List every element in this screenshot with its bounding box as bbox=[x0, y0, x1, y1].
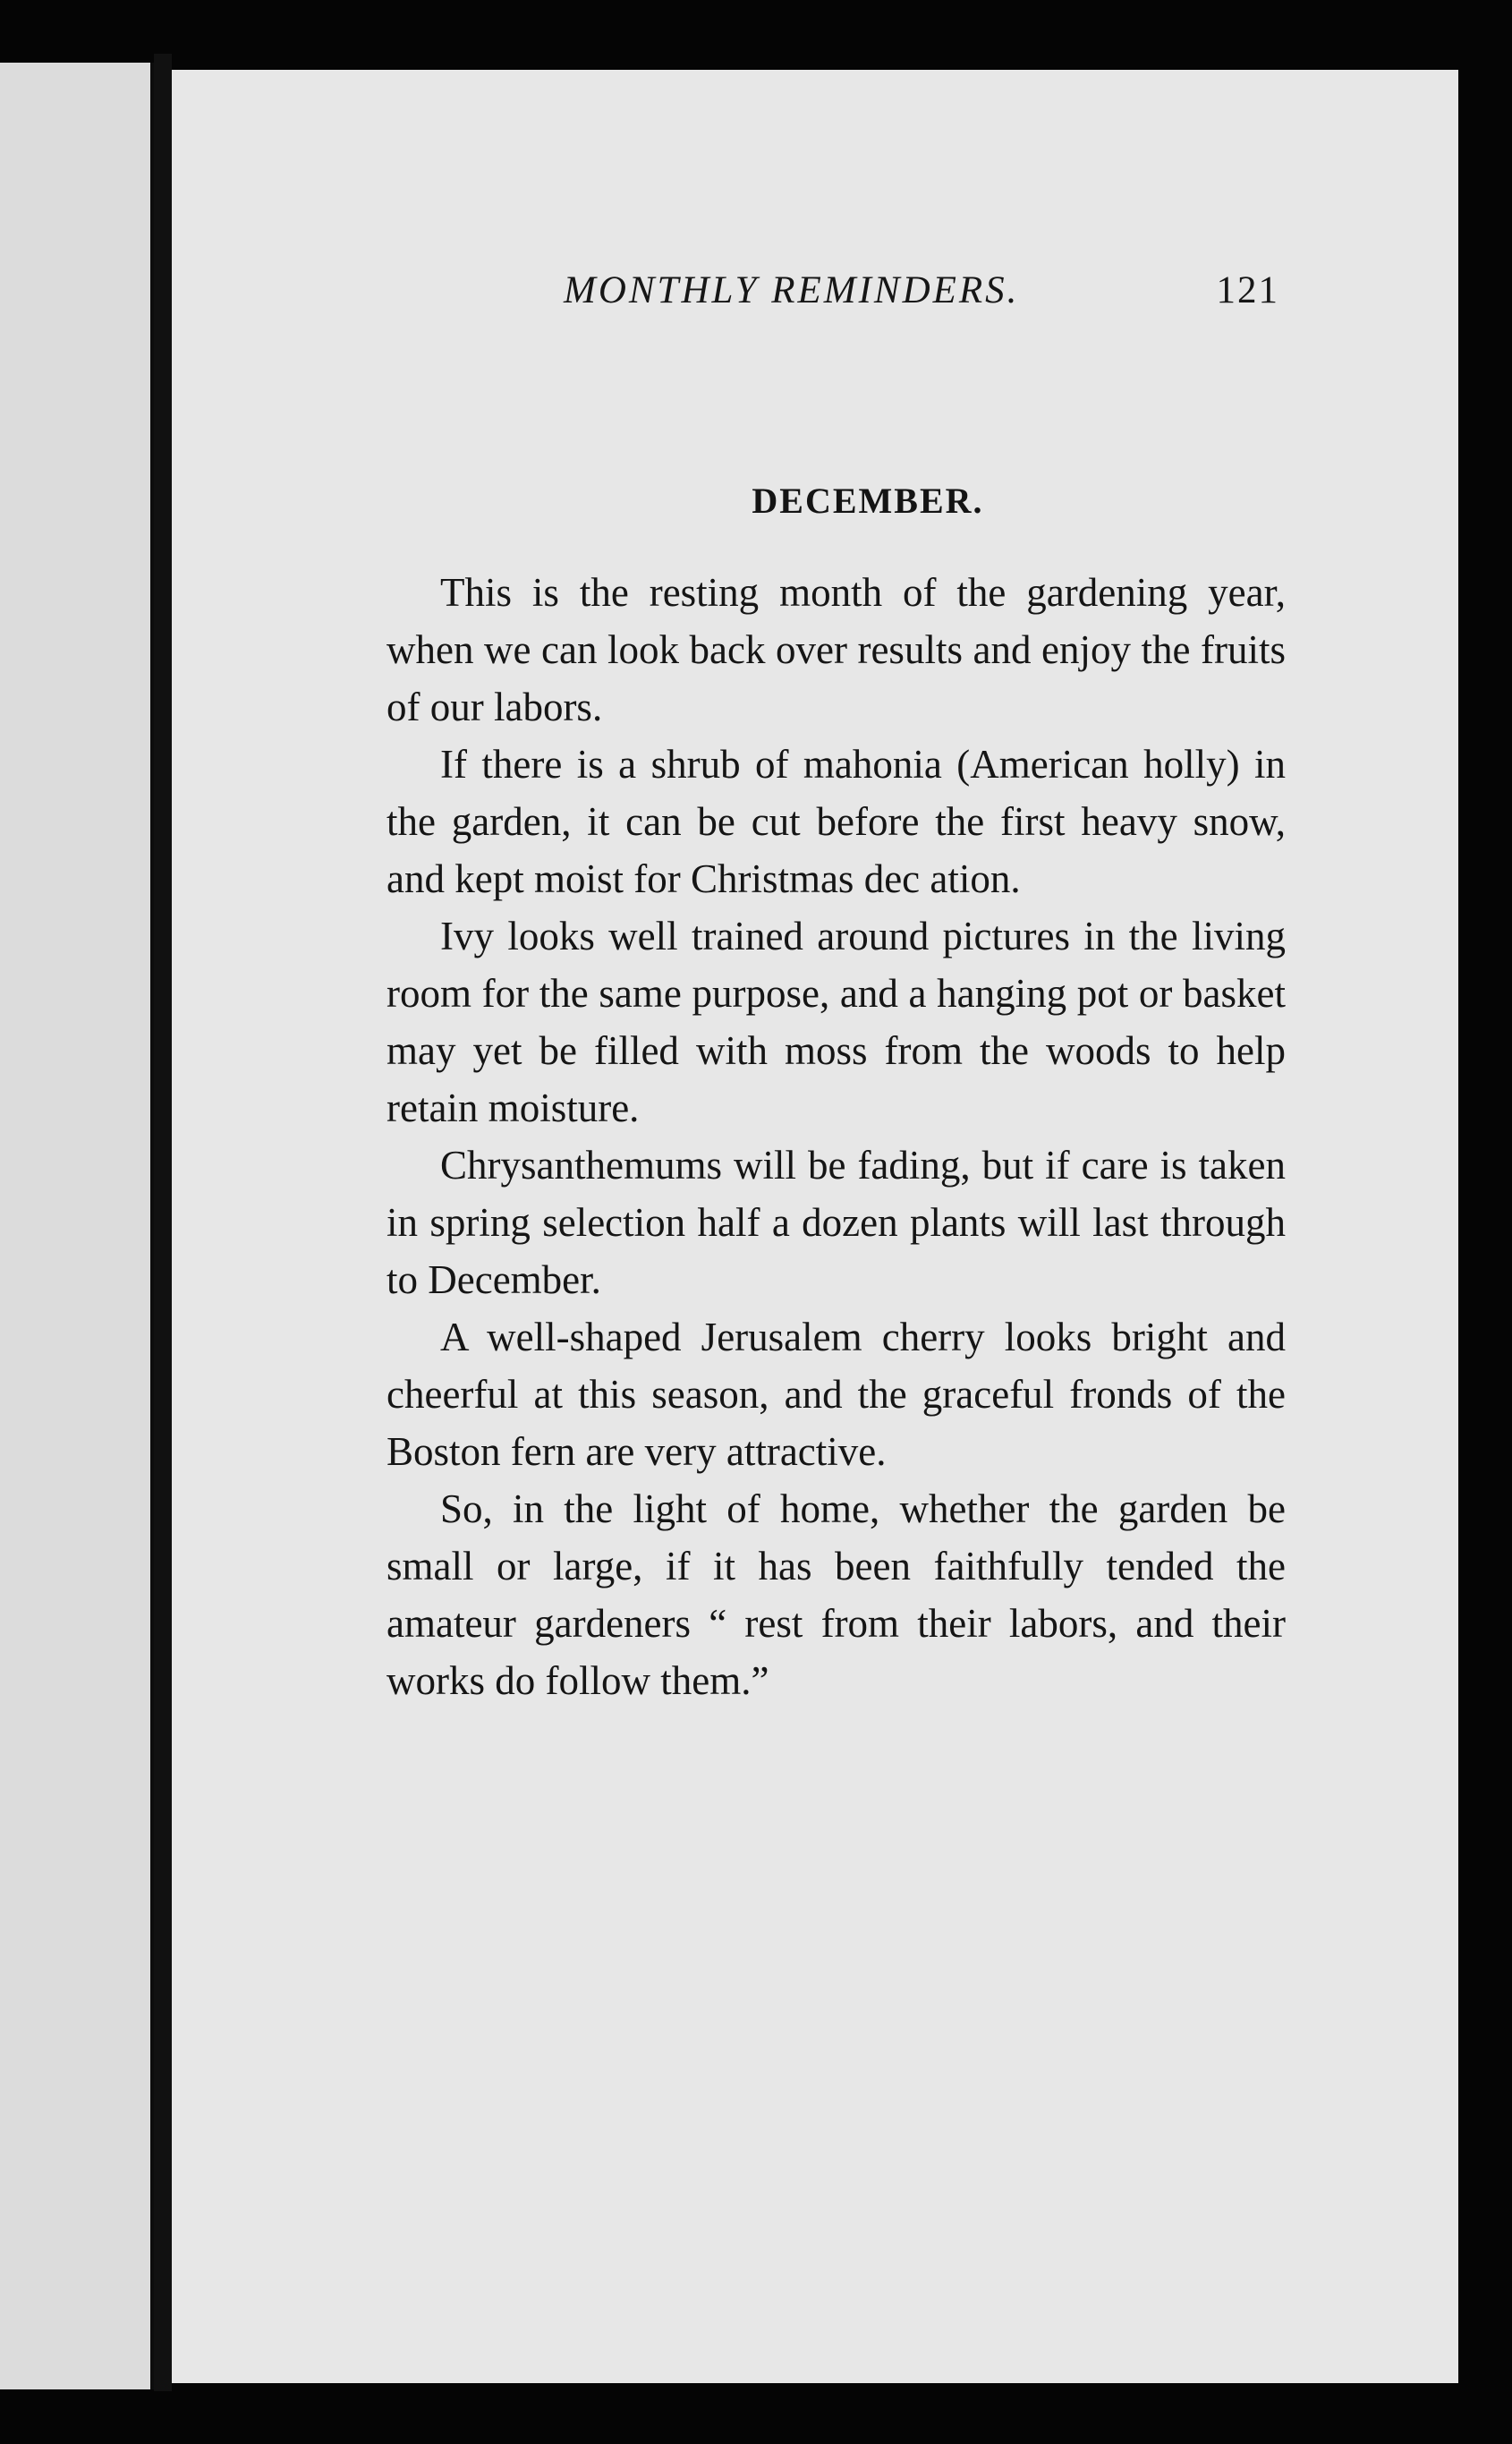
paragraph: This is the resting month of the gardening year, when we can look back over results and enjoy the fruits of our labors. bbox=[386, 570, 1286, 729]
page-gutter bbox=[154, 54, 172, 2407]
paragraph: So, in the light of home, whether the garden be small or large, if it has been faithfully tended the amateur gardeners “ rest from their labors, and their works do follow them.” bbox=[386, 1486, 1286, 1703]
page-header bbox=[564, 268, 1279, 322]
running-head: MONTHLY REMINDERS. bbox=[564, 269, 1020, 311]
left-page-edge bbox=[0, 63, 161, 2389]
scan-border bbox=[0, 2391, 1512, 2444]
page-number: 121 bbox=[1216, 269, 1279, 311]
paragraph: A well-shaped Jerusalem cherry looks bright and cheerful at this season, and the graceful fronds of the Boston fern are very attractive. bbox=[386, 1315, 1286, 1474]
body-text bbox=[386, 564, 1286, 1709]
paragraph: Chrysanthemums will be fading, but if care is taken in spring selection half a dozen plants will last through to December. bbox=[386, 1143, 1286, 1302]
section-title: DECEMBER. bbox=[752, 481, 984, 521]
paragraph: Ivy looks well trained around pictures in the living room for the same purpose, and a hanging pot or basket may yet be filled with moss from the woods to help retain moisture. bbox=[386, 914, 1286, 1130]
paragraph: If there is a shrub of mahonia (American holly) in the garden, it can be cut before the first heavy snow, and kept moist for Christmas dec ation. bbox=[386, 742, 1286, 901]
